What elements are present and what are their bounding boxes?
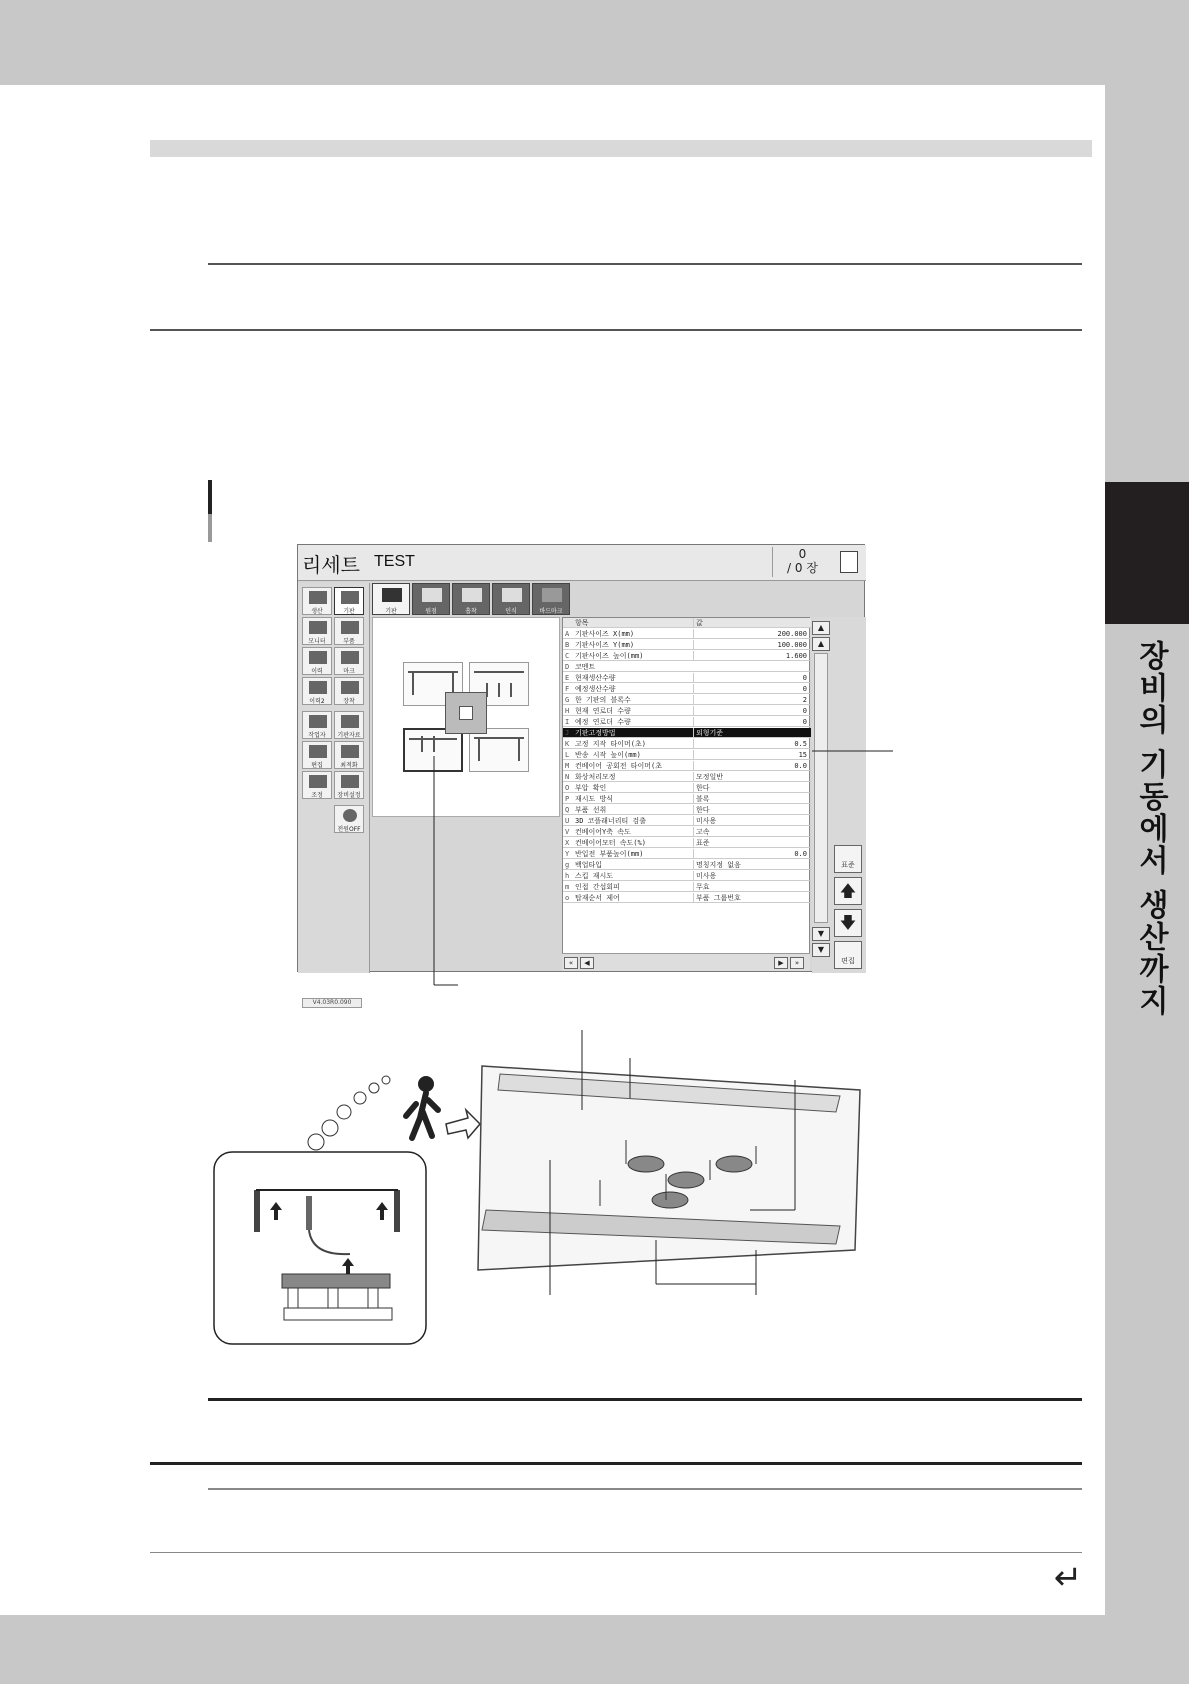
row-key: C — [565, 652, 570, 660]
row-value: 명칭지정 없음 — [693, 860, 809, 870]
menu-button-monitor[interactable]: 모니터 — [302, 617, 332, 645]
program-name: TEST — [374, 553, 415, 570]
row-key: X — [565, 839, 570, 847]
row-name: 현재 연로더 수량 — [575, 707, 631, 715]
row-value: 고속 — [693, 827, 809, 837]
header-bar — [150, 140, 1092, 157]
menu-button-history[interactable]: 이력 — [302, 647, 332, 675]
row-name: 기판사이즈 Y(mm) — [575, 641, 635, 649]
row-key: Q — [565, 806, 570, 814]
row-key: F — [565, 685, 570, 693]
grid-row[interactable] — [563, 662, 811, 672]
row-key: B — [565, 641, 570, 649]
mark-icon — [341, 651, 359, 664]
settings-icon — [341, 775, 359, 788]
adjust-icon — [309, 775, 327, 788]
production-icon — [309, 591, 327, 604]
mount-icon — [341, 681, 359, 694]
optimize-icon — [341, 745, 359, 758]
grid-row[interactable] — [563, 750, 811, 760]
row-value: 0.5 — [693, 739, 809, 749]
grid-row[interactable] — [563, 629, 811, 639]
scroll-bottom-button[interactable]: ▼ — [812, 943, 830, 957]
row-name: 기판사이즈 높이(mm) — [575, 652, 644, 660]
grid-row[interactable] — [563, 816, 811, 826]
menu-button-operator[interactable]: 작업자 — [302, 711, 332, 739]
edit-icon — [309, 745, 327, 758]
row-key: h — [565, 872, 570, 880]
row-name: 현재생산수량 — [575, 674, 616, 682]
prev-page-button[interactable]: ◀ — [580, 957, 594, 969]
step-marker — [208, 480, 212, 514]
row-value: 한다 — [693, 783, 809, 793]
row-name: 컨베이어Y축 속도 — [575, 828, 631, 836]
row-name: 인접 간섭회피 — [575, 883, 620, 891]
tab-pickup[interactable]: 흡착 — [452, 583, 490, 615]
chapter-tab-marker — [1105, 482, 1189, 624]
row-value: 미사용 — [693, 816, 809, 826]
menu-button-edit[interactable]: 편집 — [302, 741, 332, 769]
grid-row[interactable] — [563, 783, 811, 793]
row-key: J — [565, 729, 570, 737]
section-rule — [150, 1462, 1082, 1465]
menu-button-production[interactable]: 생산 — [302, 587, 332, 615]
row-name: 3D 코플래너리티 검출 — [575, 817, 646, 825]
section-rule — [208, 1488, 1082, 1490]
horizontal-nav-bar — [562, 953, 810, 971]
grid-row[interactable] — [563, 893, 811, 903]
row-value: 블록 — [693, 794, 809, 804]
board-parameter-grid — [562, 617, 810, 965]
row-key: N — [565, 773, 570, 781]
menu-button-parts[interactable]: 부품 — [334, 617, 364, 645]
person-icon — [418, 1076, 434, 1092]
return-icon[interactable]: ↵ — [1053, 1558, 1083, 1598]
hmi-title-bar — [298, 545, 866, 581]
row-value: 200.000 — [693, 629, 809, 639]
row-name: 고정 지작 타이머(초) — [575, 740, 646, 748]
section-rule — [150, 329, 1082, 331]
board-icon — [341, 591, 359, 604]
section-rule — [150, 1552, 1082, 1553]
row-value: 1.600 — [693, 651, 809, 661]
tab-origin[interactable]: 원점 — [412, 583, 450, 615]
count-value: 0 — [798, 547, 807, 561]
row-value: 100.000 — [693, 640, 809, 650]
hmi-left-menu — [298, 583, 370, 1006]
row-key: H — [565, 707, 570, 715]
grid-row[interactable] — [563, 849, 811, 859]
grid-row[interactable] — [563, 640, 811, 650]
origin-tab-icon — [422, 588, 442, 602]
tab-recognition[interactable]: 인식 — [492, 583, 530, 615]
row-key: M — [565, 762, 570, 770]
row-key: V — [565, 828, 570, 836]
row-value: 15 — [693, 750, 809, 760]
row-name: 백업타입 — [575, 861, 603, 869]
row-name: 기판사이즈 X(mm) — [575, 630, 635, 638]
grid-row[interactable] — [563, 827, 811, 837]
grid-row[interactable] — [563, 772, 811, 782]
monitor-icon — [309, 621, 327, 634]
row-name: 예정 연로더 수량 — [575, 718, 631, 726]
row-value: 0 — [693, 673, 809, 683]
grid-row-selected[interactable] — [563, 728, 811, 738]
menu-button-mark[interactable]: 마크 — [334, 647, 364, 675]
row-name: 컨베이어 공회전 타이머(초 — [575, 762, 663, 770]
row-value: 무효 — [693, 882, 809, 892]
row-name: 기판고정방법 — [575, 729, 616, 737]
row-name: 스킵 재시도 — [575, 872, 614, 880]
row-name: 재시도 방식 — [575, 795, 614, 803]
bad-mark-tab-icon — [542, 588, 562, 602]
row-key: I — [565, 718, 570, 726]
grid-row[interactable] — [563, 673, 811, 683]
row-key: A — [565, 630, 570, 638]
row-name: 화상처리모정 — [575, 773, 616, 781]
row-key: g — [565, 861, 570, 869]
menu-button-machine-settings[interactable]: 장비설정 — [334, 771, 364, 799]
row-value: 0 — [693, 717, 809, 727]
move-up-button[interactable]: 🡅 — [834, 877, 862, 905]
row-value: 모정일반 — [693, 772, 809, 782]
row-name: 한 기판의 블록수 — [575, 696, 631, 704]
grid-row[interactable] — [563, 706, 811, 716]
row-key: E — [565, 674, 570, 682]
row-value: 0.0 — [693, 761, 809, 771]
grid-row[interactable] — [563, 794, 811, 804]
version-label: V4.03R0.090 — [302, 998, 362, 1008]
row-value: 외형기준 — [693, 728, 809, 738]
menu-button-adjust[interactable]: 조정 — [302, 771, 332, 799]
row-value: 2 — [693, 695, 809, 705]
history-icon — [309, 651, 327, 664]
board-option-selected[interactable] — [403, 728, 463, 772]
grid-row[interactable] — [563, 739, 811, 749]
vertical-scrollbar[interactable] — [814, 653, 828, 923]
parts-icon — [341, 621, 359, 634]
menu-button-board[interactable]: 기판 — [334, 587, 364, 615]
row-key: K — [565, 740, 570, 748]
menu-button-board-data[interactable]: 기판자료 — [334, 711, 364, 739]
edit-button[interactable]: 편집 — [834, 941, 862, 969]
recognition-tab-icon — [502, 588, 522, 602]
grid-row[interactable] — [563, 805, 811, 815]
count-total: / 0 장 — [787, 561, 818, 575]
tab-bad-mark[interactable]: 바드마크 — [532, 583, 570, 615]
hmi-screenshot — [297, 544, 865, 1006]
window-icon[interactable] — [840, 551, 858, 573]
board-fixing-diagram — [372, 617, 560, 817]
row-key: m — [565, 883, 570, 891]
board-tab-icon — [382, 588, 402, 602]
tab-board[interactable]: 기판 — [372, 583, 410, 615]
grid-row[interactable] — [563, 695, 811, 705]
row-key: G — [565, 696, 570, 704]
section-rule — [208, 1398, 1082, 1401]
menu-button-mount[interactable]: 장착 — [334, 677, 364, 705]
row-value: 한다 — [693, 805, 809, 815]
board-option-bottom-right[interactable] — [469, 728, 529, 772]
hmi-right-controls — [812, 617, 866, 973]
first-page-button[interactable]: « — [564, 957, 578, 969]
row-name: 예정생산수량 — [575, 685, 616, 693]
mode-label: 리세트 — [302, 553, 360, 577]
grid-row[interactable] — [563, 684, 811, 694]
row-value: 표준 — [693, 838, 809, 848]
chapter-title: 장비의 기동에서 생산까지 — [1133, 640, 1168, 1017]
direction-pad-icon[interactable] — [445, 692, 487, 734]
grid-row[interactable] — [563, 871, 811, 881]
operator-icon — [309, 715, 327, 728]
next-page-button[interactable]: ▶ — [774, 957, 788, 969]
move-down-button[interactable]: 🡇 — [834, 909, 862, 937]
row-key: o — [565, 894, 570, 902]
history2-icon — [309, 681, 327, 694]
row-key: L — [565, 751, 570, 759]
row-name: 코멘트 — [575, 663, 596, 671]
grid-row[interactable] — [563, 838, 811, 848]
row-key: U — [565, 817, 570, 825]
pickup-tab-icon — [462, 588, 482, 602]
grid-row[interactable] — [563, 860, 811, 870]
grid-header: 항목 값 — [563, 618, 811, 628]
last-page-button[interactable]: » — [790, 957, 804, 969]
machine-illustration — [200, 1030, 900, 1350]
row-key: D — [565, 663, 570, 671]
grid-row[interactable] — [563, 761, 811, 771]
grid-row[interactable] — [563, 717, 811, 727]
board-data-icon — [341, 715, 359, 728]
production-count — [772, 547, 832, 577]
step-marker-sub — [208, 514, 212, 542]
row-key: O — [565, 784, 570, 792]
row-key: P — [565, 795, 570, 803]
scroll-top-button[interactable]: ▲ — [812, 621, 830, 635]
menu-button-history2[interactable]: 이력2 — [302, 677, 332, 705]
section-rule — [208, 263, 1082, 265]
row-value: 부품 그룹번호 — [693, 893, 809, 903]
row-name: 부압 확인 — [575, 784, 607, 792]
row-name: 부품 선취 — [575, 806, 607, 814]
row-name: 반입전 부품높이(mm) — [575, 850, 644, 858]
row-value: 0 — [693, 684, 809, 694]
row-value: 0 — [693, 706, 809, 716]
row-name: 반송 시작 높이(mm) — [575, 751, 641, 759]
menu-button-optimize[interactable]: 최적화 — [334, 741, 364, 769]
power-icon — [343, 809, 357, 822]
row-name: 탑재순서 제어 — [575, 894, 620, 902]
grid-row[interactable] — [563, 882, 811, 892]
menu-button-power-off[interactable]: 전원OFF — [334, 805, 364, 833]
grid-row[interactable] — [563, 651, 811, 661]
scroll-down-button[interactable]: ▼ — [812, 927, 830, 941]
row-name: 컨베이어모터 속도(%) — [575, 839, 646, 847]
scroll-up-button[interactable]: ▲ — [812, 637, 830, 651]
row-value: 0.0 — [693, 849, 809, 859]
row-key: Y — [565, 850, 570, 858]
row-value: 미사용 — [693, 871, 809, 881]
board-standard-button[interactable]: 표준 — [834, 845, 862, 873]
